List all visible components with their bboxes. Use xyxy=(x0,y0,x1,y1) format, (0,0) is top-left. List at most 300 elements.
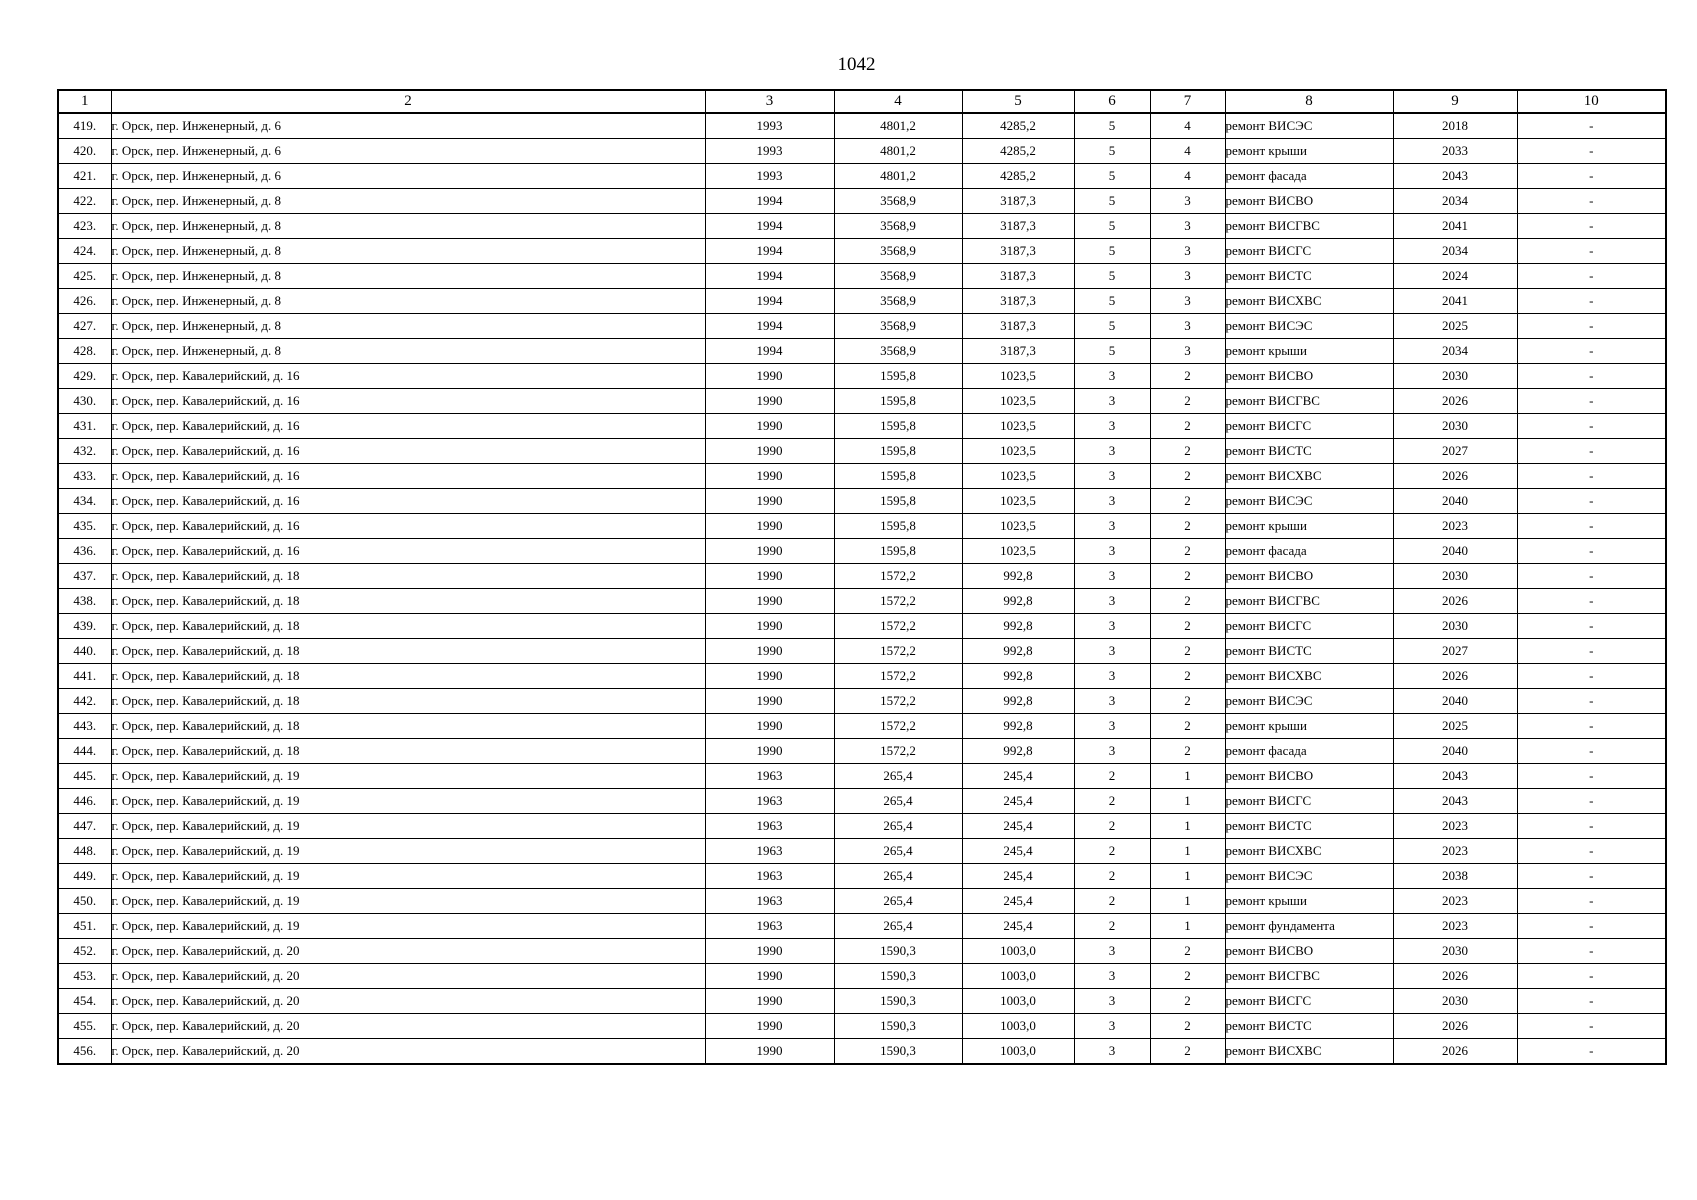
address-cell: г. Орск, пер. Кавалерийский, д. 16 xyxy=(111,539,705,564)
planned-year-cell: 2030 xyxy=(1393,564,1517,589)
total-area-cell: 1595,8 xyxy=(834,414,962,439)
row-number-cell: 443. xyxy=(58,714,111,739)
note-cell: - xyxy=(1517,164,1666,189)
row-number-cell: 440. xyxy=(58,639,111,664)
row-number-cell: 438. xyxy=(58,589,111,614)
entrances-cell: 2 xyxy=(1150,464,1225,489)
planned-year-cell: 2041 xyxy=(1393,289,1517,314)
floors-cell: 3 xyxy=(1074,1014,1150,1039)
table-row xyxy=(58,239,1666,264)
column-header: 4 xyxy=(834,90,962,113)
note-cell: - xyxy=(1517,914,1666,939)
address-cell: г. Орск, пер. Инженерный, д. 8 xyxy=(111,289,705,314)
total-area-cell: 265,4 xyxy=(834,814,962,839)
note-cell: - xyxy=(1517,614,1666,639)
living-area-cell: 3187,3 xyxy=(962,339,1074,364)
table-row xyxy=(58,214,1666,239)
year-built-cell: 1963 xyxy=(705,814,834,839)
floors-cell: 5 xyxy=(1074,239,1150,264)
row-number-cell: 456. xyxy=(58,1039,111,1065)
total-area-cell: 4801,2 xyxy=(834,113,962,139)
year-built-cell: 1990 xyxy=(705,514,834,539)
year-built-cell: 1990 xyxy=(705,414,834,439)
year-built-cell: 1990 xyxy=(705,1014,834,1039)
total-area-cell: 1595,8 xyxy=(834,514,962,539)
floors-cell: 3 xyxy=(1074,414,1150,439)
work-type-cell: ремонт ВИСГВС xyxy=(1225,964,1393,989)
work-type-cell: ремонт ВИСВО xyxy=(1225,764,1393,789)
living-area-cell: 1003,0 xyxy=(962,964,1074,989)
row-number-cell: 427. xyxy=(58,314,111,339)
living-area-cell: 245,4 xyxy=(962,889,1074,914)
year-built-cell: 1990 xyxy=(705,689,834,714)
living-area-cell: 1023,5 xyxy=(962,439,1074,464)
planned-year-cell: 2023 xyxy=(1393,889,1517,914)
living-area-cell: 992,8 xyxy=(962,614,1074,639)
total-area-cell: 1590,3 xyxy=(834,989,962,1014)
living-area-cell: 992,8 xyxy=(962,639,1074,664)
note-cell: - xyxy=(1517,939,1666,964)
entrances-cell: 4 xyxy=(1150,139,1225,164)
planned-year-cell: 2027 xyxy=(1393,439,1517,464)
row-number-cell: 421. xyxy=(58,164,111,189)
year-built-cell: 1963 xyxy=(705,864,834,889)
entrances-cell: 2 xyxy=(1150,389,1225,414)
address-cell: г. Орск, пер. Кавалерийский, д. 19 xyxy=(111,889,705,914)
living-area-cell: 245,4 xyxy=(962,814,1074,839)
entrances-cell: 2 xyxy=(1150,539,1225,564)
planned-year-cell: 2034 xyxy=(1393,339,1517,364)
entrances-cell: 2 xyxy=(1150,739,1225,764)
address-cell: г. Орск, пер. Кавалерийский, д. 16 xyxy=(111,464,705,489)
floors-cell: 2 xyxy=(1074,864,1150,889)
entrances-cell: 2 xyxy=(1150,1014,1225,1039)
year-built-cell: 1963 xyxy=(705,839,834,864)
planned-year-cell: 2025 xyxy=(1393,714,1517,739)
entrances-cell: 2 xyxy=(1150,614,1225,639)
table-row xyxy=(58,814,1666,839)
page-number: 1042 xyxy=(837,54,876,75)
table-body xyxy=(58,113,1666,1064)
total-area-cell: 1572,2 xyxy=(834,589,962,614)
note-cell: - xyxy=(1517,113,1666,139)
address-cell: г. Орск, пер. Кавалерийский, д. 19 xyxy=(111,789,705,814)
column-header: 8 xyxy=(1225,90,1393,113)
column-header: 2 xyxy=(111,90,705,113)
living-area-cell: 4285,2 xyxy=(962,164,1074,189)
planned-year-cell: 2030 xyxy=(1393,364,1517,389)
address-cell: г. Орск, пер. Инженерный, д. 8 xyxy=(111,239,705,264)
table-row xyxy=(58,464,1666,489)
living-area-cell: 3187,3 xyxy=(962,264,1074,289)
living-area-cell: 1023,5 xyxy=(962,389,1074,414)
floors-cell: 3 xyxy=(1074,939,1150,964)
entrances-cell: 1 xyxy=(1150,814,1225,839)
total-area-cell: 3568,9 xyxy=(834,214,962,239)
note-cell: - xyxy=(1517,714,1666,739)
floors-cell: 5 xyxy=(1074,264,1150,289)
table-row xyxy=(58,1039,1666,1065)
row-number-cell: 446. xyxy=(58,789,111,814)
floors-cell: 3 xyxy=(1074,464,1150,489)
living-area-cell: 1023,5 xyxy=(962,489,1074,514)
planned-year-cell: 2026 xyxy=(1393,1039,1517,1065)
note-cell: - xyxy=(1517,414,1666,439)
note-cell: - xyxy=(1517,464,1666,489)
planned-year-cell: 2041 xyxy=(1393,214,1517,239)
work-type-cell: ремонт ВИСТС xyxy=(1225,639,1393,664)
floors-cell: 3 xyxy=(1074,664,1150,689)
year-built-cell: 1990 xyxy=(705,464,834,489)
year-built-cell: 1994 xyxy=(705,239,834,264)
entrances-cell: 2 xyxy=(1150,439,1225,464)
work-type-cell: ремонт крыши xyxy=(1225,714,1393,739)
address-cell: г. Орск, пер. Кавалерийский, д. 18 xyxy=(111,614,705,639)
floors-cell: 2 xyxy=(1074,789,1150,814)
table-row xyxy=(58,739,1666,764)
note-cell: - xyxy=(1517,639,1666,664)
year-built-cell: 1993 xyxy=(705,139,834,164)
entrances-cell: 2 xyxy=(1150,689,1225,714)
work-type-cell: ремонт ВИСХВС xyxy=(1225,1039,1393,1065)
year-built-cell: 1963 xyxy=(705,889,834,914)
entrances-cell: 1 xyxy=(1150,914,1225,939)
row-number-cell: 430. xyxy=(58,389,111,414)
planned-year-cell: 2024 xyxy=(1393,264,1517,289)
floors-cell: 5 xyxy=(1074,189,1150,214)
table-row xyxy=(58,714,1666,739)
address-cell: г. Орск, пер. Кавалерийский, д. 16 xyxy=(111,414,705,439)
planned-year-cell: 2038 xyxy=(1393,864,1517,889)
address-cell: г. Орск, пер. Кавалерийский, д. 16 xyxy=(111,389,705,414)
living-area-cell: 3187,3 xyxy=(962,239,1074,264)
planned-year-cell: 2040 xyxy=(1393,489,1517,514)
living-area-cell: 992,8 xyxy=(962,714,1074,739)
note-cell: - xyxy=(1517,839,1666,864)
living-area-cell: 1003,0 xyxy=(962,1014,1074,1039)
total-area-cell: 1595,8 xyxy=(834,464,962,489)
floors-cell: 3 xyxy=(1074,489,1150,514)
note-cell: - xyxy=(1517,264,1666,289)
work-type-cell: ремонт крыши xyxy=(1225,889,1393,914)
work-type-cell: ремонт крыши xyxy=(1225,514,1393,539)
entrances-cell: 2 xyxy=(1150,414,1225,439)
row-number-cell: 455. xyxy=(58,1014,111,1039)
table-row xyxy=(58,839,1666,864)
work-type-cell: ремонт ВИСХВС xyxy=(1225,664,1393,689)
floors-cell: 5 xyxy=(1074,164,1150,189)
year-built-cell: 1990 xyxy=(705,714,834,739)
address-cell: г. Орск, пер. Кавалерийский, д. 20 xyxy=(111,1014,705,1039)
work-type-cell: ремонт ВИСВО xyxy=(1225,189,1393,214)
table-row xyxy=(58,489,1666,514)
year-built-cell: 1990 xyxy=(705,564,834,589)
total-area-cell: 1595,8 xyxy=(834,439,962,464)
row-number-cell: 445. xyxy=(58,764,111,789)
note-cell: - xyxy=(1517,139,1666,164)
row-number-cell: 423. xyxy=(58,214,111,239)
living-area-cell: 1023,5 xyxy=(962,464,1074,489)
note-cell: - xyxy=(1517,814,1666,839)
column-header: 10 xyxy=(1517,90,1666,113)
planned-year-cell: 2043 xyxy=(1393,764,1517,789)
address-cell: г. Орск, пер. Кавалерийский, д. 16 xyxy=(111,489,705,514)
total-area-cell: 3568,9 xyxy=(834,314,962,339)
note-cell: - xyxy=(1517,764,1666,789)
entrances-cell: 3 xyxy=(1150,214,1225,239)
address-cell: г. Орск, пер. Кавалерийский, д. 18 xyxy=(111,739,705,764)
total-area-cell: 1572,2 xyxy=(834,664,962,689)
row-number-cell: 419. xyxy=(58,113,111,139)
column-header: 1 xyxy=(58,90,111,113)
address-cell: г. Орск, пер. Кавалерийский, д. 16 xyxy=(111,364,705,389)
planned-year-cell: 2023 xyxy=(1393,814,1517,839)
table-row xyxy=(58,564,1666,589)
living-area-cell: 3187,3 xyxy=(962,214,1074,239)
living-area-cell: 4285,2 xyxy=(962,113,1074,139)
living-area-cell: 3187,3 xyxy=(962,314,1074,339)
table-row xyxy=(58,389,1666,414)
floors-cell: 3 xyxy=(1074,964,1150,989)
living-area-cell: 4285,2 xyxy=(962,139,1074,164)
planned-year-cell: 2026 xyxy=(1393,1014,1517,1039)
entrances-cell: 4 xyxy=(1150,164,1225,189)
floors-cell: 3 xyxy=(1074,439,1150,464)
address-cell: г. Орск, пер. Кавалерийский, д. 19 xyxy=(111,864,705,889)
living-area-cell: 245,4 xyxy=(962,914,1074,939)
total-area-cell: 1590,3 xyxy=(834,939,962,964)
year-built-cell: 1963 xyxy=(705,789,834,814)
floors-cell: 5 xyxy=(1074,314,1150,339)
total-area-cell: 1572,2 xyxy=(834,639,962,664)
total-area-cell: 4801,2 xyxy=(834,164,962,189)
address-cell: г. Орск, пер. Кавалерийский, д. 16 xyxy=(111,514,705,539)
address-cell: г. Орск, пер. Кавалерийский, д. 18 xyxy=(111,639,705,664)
row-number-cell: 447. xyxy=(58,814,111,839)
address-cell: г. Орск, пер. Кавалерийский, д. 16 xyxy=(111,439,705,464)
floors-cell: 3 xyxy=(1074,1039,1150,1065)
planned-year-cell: 2026 xyxy=(1393,664,1517,689)
address-cell: г. Орск, пер. Инженерный, д. 8 xyxy=(111,339,705,364)
work-type-cell: ремонт ВИСВО xyxy=(1225,564,1393,589)
living-area-cell: 245,4 xyxy=(962,764,1074,789)
floors-cell: 3 xyxy=(1074,564,1150,589)
work-type-cell: ремонт ВИСТС xyxy=(1225,439,1393,464)
total-area-cell: 3568,9 xyxy=(834,289,962,314)
note-cell: - xyxy=(1517,664,1666,689)
work-type-cell: ремонт фасада xyxy=(1225,739,1393,764)
planned-year-cell: 2030 xyxy=(1393,939,1517,964)
address-cell: г. Орск, пер. Инженерный, д. 8 xyxy=(111,189,705,214)
planned-year-cell: 2034 xyxy=(1393,239,1517,264)
work-type-cell: ремонт ВИСЭС xyxy=(1225,314,1393,339)
living-area-cell: 992,8 xyxy=(962,564,1074,589)
address-cell: г. Орск, пер. Инженерный, д. 8 xyxy=(111,314,705,339)
planned-year-cell: 2043 xyxy=(1393,789,1517,814)
table-row xyxy=(58,764,1666,789)
floors-cell: 3 xyxy=(1074,539,1150,564)
row-number-cell: 433. xyxy=(58,464,111,489)
planned-year-cell: 2026 xyxy=(1393,389,1517,414)
row-number-cell: 453. xyxy=(58,964,111,989)
column-header: 3 xyxy=(705,90,834,113)
table-row xyxy=(58,589,1666,614)
address-cell: г. Орск, пер. Кавалерийский, д. 19 xyxy=(111,914,705,939)
floors-cell: 3 xyxy=(1074,989,1150,1014)
total-area-cell: 265,4 xyxy=(834,764,962,789)
entrances-cell: 2 xyxy=(1150,964,1225,989)
living-area-cell: 1003,0 xyxy=(962,1039,1074,1065)
total-area-cell: 3568,9 xyxy=(834,239,962,264)
planned-year-cell: 2027 xyxy=(1393,639,1517,664)
work-type-cell: ремонт крыши xyxy=(1225,339,1393,364)
note-cell: - xyxy=(1517,289,1666,314)
entrances-cell: 2 xyxy=(1150,564,1225,589)
table-row xyxy=(58,514,1666,539)
note-cell: - xyxy=(1517,339,1666,364)
total-area-cell: 1595,8 xyxy=(834,539,962,564)
work-type-cell: ремонт ВИСГС xyxy=(1225,789,1393,814)
planned-year-cell: 2030 xyxy=(1393,989,1517,1014)
floors-cell: 3 xyxy=(1074,589,1150,614)
total-area-cell: 1590,3 xyxy=(834,964,962,989)
floors-cell: 3 xyxy=(1074,389,1150,414)
note-cell: - xyxy=(1517,239,1666,264)
living-area-cell: 245,4 xyxy=(962,789,1074,814)
floors-cell: 5 xyxy=(1074,113,1150,139)
repair-schedule-table xyxy=(57,89,1667,1065)
year-built-cell: 1990 xyxy=(705,639,834,664)
work-type-cell: ремонт ВИСГВС xyxy=(1225,589,1393,614)
living-area-cell: 1023,5 xyxy=(962,539,1074,564)
total-area-cell: 3568,9 xyxy=(834,189,962,214)
total-area-cell: 1595,8 xyxy=(834,364,962,389)
floors-cell: 2 xyxy=(1074,889,1150,914)
table-row xyxy=(58,414,1666,439)
work-type-cell: ремонт крыши xyxy=(1225,139,1393,164)
work-type-cell: ремонт ВИСЭС xyxy=(1225,689,1393,714)
work-type-cell: ремонт ВИСГС xyxy=(1225,414,1393,439)
address-cell: г. Орск, пер. Кавалерийский, д. 20 xyxy=(111,939,705,964)
note-cell: - xyxy=(1517,1039,1666,1065)
note-cell: - xyxy=(1517,564,1666,589)
planned-year-cell: 2040 xyxy=(1393,739,1517,764)
total-area-cell: 265,4 xyxy=(834,889,962,914)
year-built-cell: 1990 xyxy=(705,539,834,564)
entrances-cell: 2 xyxy=(1150,664,1225,689)
living-area-cell: 992,8 xyxy=(962,739,1074,764)
address-cell: г. Орск, пер. Кавалерийский, д. 18 xyxy=(111,564,705,589)
table-row xyxy=(58,989,1666,1014)
total-area-cell: 1595,8 xyxy=(834,389,962,414)
row-number-cell: 448. xyxy=(58,839,111,864)
floors-cell: 2 xyxy=(1074,839,1150,864)
year-built-cell: 1990 xyxy=(705,364,834,389)
note-cell: - xyxy=(1517,689,1666,714)
address-cell: г. Орск, пер. Кавалерийский, д. 19 xyxy=(111,814,705,839)
address-cell: г. Орск, пер. Инженерный, д. 8 xyxy=(111,214,705,239)
address-cell: г. Орск, пер. Инженерный, д. 8 xyxy=(111,264,705,289)
note-cell: - xyxy=(1517,1014,1666,1039)
total-area-cell: 1590,3 xyxy=(834,1014,962,1039)
address-cell: г. Орск, пер. Кавалерийский, д. 20 xyxy=(111,1039,705,1065)
row-number-cell: 434. xyxy=(58,489,111,514)
address-cell: г. Орск, пер. Кавалерийский, д. 18 xyxy=(111,664,705,689)
note-cell: - xyxy=(1517,964,1666,989)
floors-cell: 2 xyxy=(1074,764,1150,789)
row-number-cell: 435. xyxy=(58,514,111,539)
work-type-cell: ремонт ВИСТС xyxy=(1225,1014,1393,1039)
address-cell: г. Орск, пер. Кавалерийский, д. 20 xyxy=(111,989,705,1014)
address-cell: г. Орск, пер. Инженерный, д. 6 xyxy=(111,139,705,164)
work-type-cell: ремонт ВИСГВС xyxy=(1225,389,1393,414)
living-area-cell: 1023,5 xyxy=(962,514,1074,539)
year-built-cell: 1963 xyxy=(705,914,834,939)
floors-cell: 2 xyxy=(1074,814,1150,839)
living-area-cell: 1023,5 xyxy=(962,364,1074,389)
note-cell: - xyxy=(1517,489,1666,514)
address-cell: г. Орск, пер. Кавалерийский, д. 19 xyxy=(111,839,705,864)
work-type-cell: ремонт ВИСХВС xyxy=(1225,839,1393,864)
work-type-cell: ремонт ВИСЭС xyxy=(1225,489,1393,514)
table-row xyxy=(58,264,1666,289)
planned-year-cell: 2026 xyxy=(1393,464,1517,489)
year-built-cell: 1990 xyxy=(705,989,834,1014)
entrances-cell: 3 xyxy=(1150,339,1225,364)
table-row xyxy=(58,964,1666,989)
planned-year-cell: 2023 xyxy=(1393,514,1517,539)
planned-year-cell: 2025 xyxy=(1393,314,1517,339)
floors-cell: 5 xyxy=(1074,139,1150,164)
table-row xyxy=(58,939,1666,964)
row-number-cell: 424. xyxy=(58,239,111,264)
work-type-cell: ремонт ВИСВО xyxy=(1225,364,1393,389)
address-cell: г. Орск, пер. Кавалерийский, д. 18 xyxy=(111,689,705,714)
floors-cell: 3 xyxy=(1074,639,1150,664)
planned-year-cell: 2026 xyxy=(1393,964,1517,989)
note-cell: - xyxy=(1517,189,1666,214)
table-row xyxy=(58,614,1666,639)
living-area-cell: 992,8 xyxy=(962,664,1074,689)
living-area-cell: 992,8 xyxy=(962,589,1074,614)
table-row xyxy=(58,164,1666,189)
row-number-cell: 439. xyxy=(58,614,111,639)
entrances-cell: 3 xyxy=(1150,314,1225,339)
total-area-cell: 1572,2 xyxy=(834,714,962,739)
floors-cell: 5 xyxy=(1074,339,1150,364)
total-area-cell: 4801,2 xyxy=(834,139,962,164)
row-number-cell: 432. xyxy=(58,439,111,464)
table-row xyxy=(58,314,1666,339)
year-built-cell: 1990 xyxy=(705,489,834,514)
floors-cell: 3 xyxy=(1074,514,1150,539)
planned-year-cell: 2040 xyxy=(1393,689,1517,714)
table-row xyxy=(58,139,1666,164)
year-built-cell: 1990 xyxy=(705,739,834,764)
note-cell: - xyxy=(1517,889,1666,914)
note-cell: - xyxy=(1517,364,1666,389)
entrances-cell: 2 xyxy=(1150,514,1225,539)
living-area-cell: 245,4 xyxy=(962,839,1074,864)
table-row xyxy=(58,539,1666,564)
entrances-cell: 2 xyxy=(1150,1039,1225,1065)
entrances-cell: 4 xyxy=(1150,113,1225,139)
entrances-cell: 2 xyxy=(1150,589,1225,614)
year-built-cell: 1994 xyxy=(705,339,834,364)
entrances-cell: 2 xyxy=(1150,639,1225,664)
work-type-cell: ремонт ВИСГС xyxy=(1225,614,1393,639)
note-cell: - xyxy=(1517,389,1666,414)
